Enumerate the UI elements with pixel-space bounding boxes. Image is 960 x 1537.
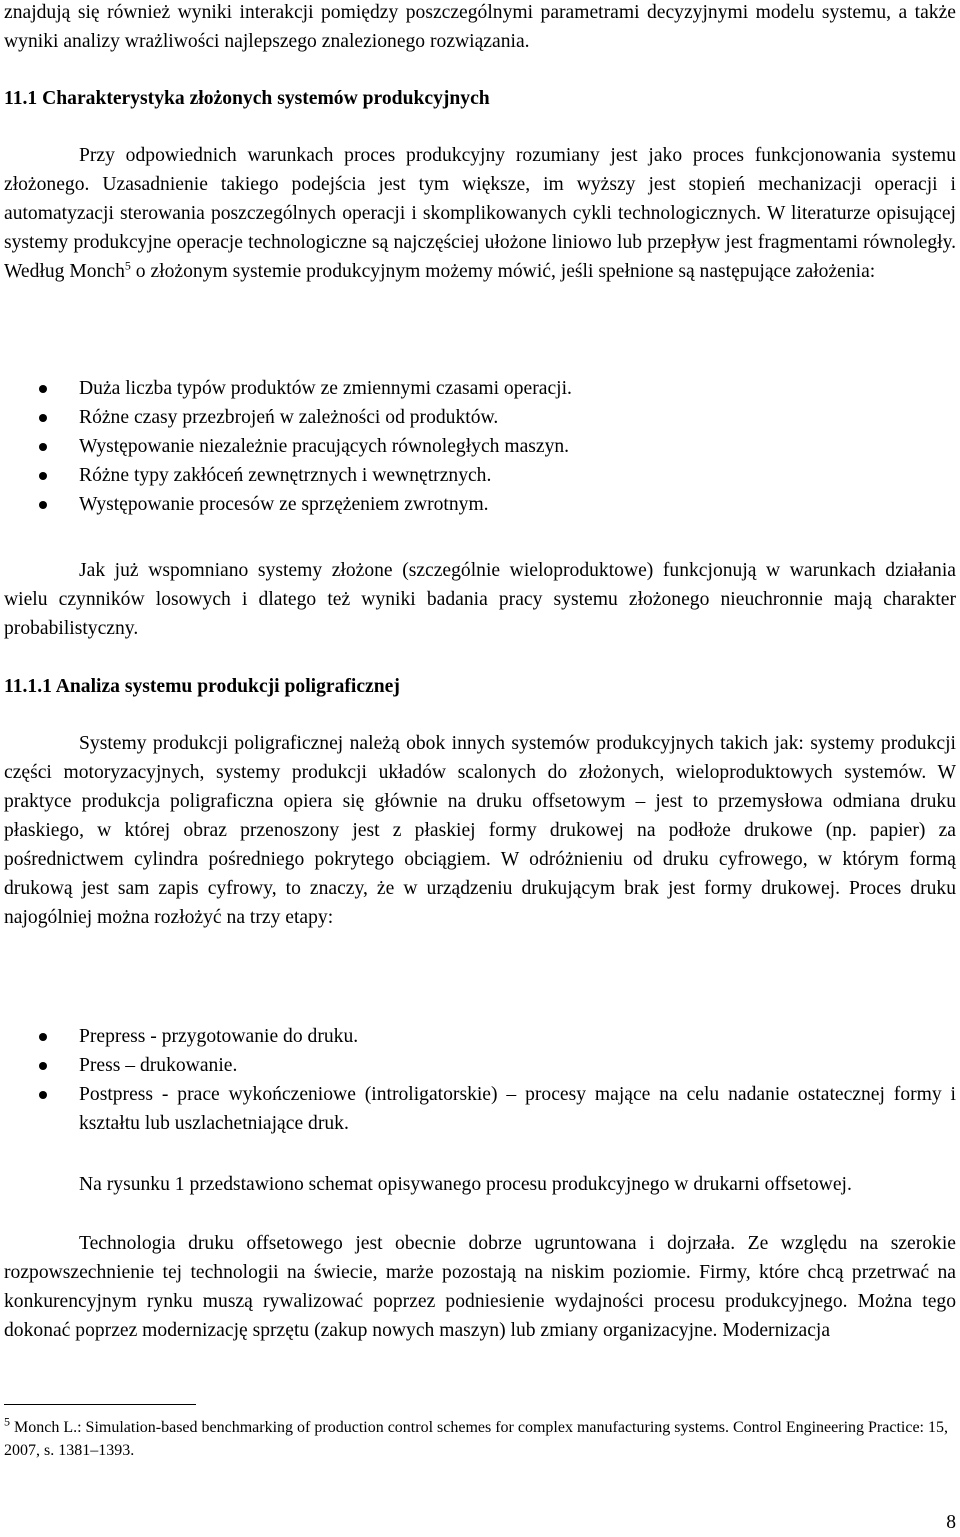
bullet-icon xyxy=(39,501,47,509)
bullet-icon xyxy=(39,414,47,422)
bullet-icon xyxy=(39,385,47,393)
section-11-1-paragraph-2: Jak już wspomniano systemy złożone (szczególnie wieloproduktowe) funkcjonują w warunkach działania wielu czynników losowych i dlatego też wyniki badania pracy systemu złożonego nieuchronnie mają charakter probabilistyczny. xyxy=(4,560,956,639)
footnote-ref-5: 5 xyxy=(124,258,131,273)
list-item xyxy=(4,1080,956,1138)
list-item xyxy=(4,403,956,432)
list-item xyxy=(4,490,956,519)
page-number: 8 xyxy=(946,1512,956,1533)
list-item-text: Występowanie procesów ze sprzężeniem zwrotnym. xyxy=(79,494,489,515)
para1-text-cont: o złożonym systemie produkcyjnym możemy mówić, jeśli spełnione są następujące założenia: xyxy=(130,261,876,282)
list-item xyxy=(4,374,956,403)
bullet-icon xyxy=(39,472,47,480)
list-item-text: Różne typy zakłóceń zewnętrznych i wewnętrznych. xyxy=(79,465,492,486)
intro-paragraph: znajdują się również wyniki interakcji pomiędzy poszczególnymi parametrami decyzyjnymi modelu systemu, a także wyniki analizy wrażliwości najlepszego znalezionego rozwiązania. xyxy=(4,2,956,52)
list-item xyxy=(4,1022,956,1051)
bullet-icon xyxy=(39,443,47,451)
list-item-text: Press – drukowanie. xyxy=(79,1055,238,1076)
section-heading-11-1-1: 11.1.1 Analiza systemu produkcji poligraficznej xyxy=(4,676,400,697)
footnote-marker: 5 xyxy=(4,1414,10,1429)
bullet-icon xyxy=(39,1033,47,1041)
para1-text: Przy odpowiednich warunkach proces produkcyjny rozumiany jest jako proces funkcjonowania systemu złożonego. Uzasadnienie takiego podejścia jest tym większe, im wyższy jest stopień mechanizacji operacji i automatyzacji sterowania poszczególnych operacji i skomplikowanych cykli technologicznych. W literaturze opisującej systemy produkcyjne operacje technologiczne są najczęściej ułożone liniowo lub przepływ jest fragmentami równoległy. Według Monch xyxy=(4,145,956,282)
section-heading-11-1: 11.1 Charakterystyka złożonych systemów produkcyjnych xyxy=(4,88,490,109)
list-item-text: Duża liczba typów produktów ze zmiennymi czasami operacji. xyxy=(79,378,572,399)
section-11-1-1-paragraph-3: Technologia druku offsetowego jest obecnie dobrze ugruntowana i dojrzała. Ze względu na szerokie rozpowszechnienie tej technologii na świecie, marże pozostają na niskim poziomie. Firmy, które chcą przetrwać na konkurencyjnym rynku muszą rywalizować poprzez podniesienie wydajności procesu produkcyjnego. Można tego dokonać poprzez modernizację sprzętu (zakup nowych maszyn) lub zmiany organizacyjne. Modernizacja xyxy=(4,1233,956,1341)
list-item-text: Różne czasy przezbrojeń w zależności od produktów. xyxy=(79,407,499,428)
list-item xyxy=(4,432,956,461)
bullet-icon xyxy=(39,1062,47,1070)
footnote-divider xyxy=(4,1404,196,1405)
footnote-text: Monch L.: Simulation-based benchmarking of production control schemes for complex manufacturing systems. Control Engineering Practice: 15, 2007, s. 1381–1393. xyxy=(4,1419,948,1459)
section-11-1-paragraph-1 xyxy=(4,141,956,286)
section-11-1-1-paragraph-1: Systemy produkcji poligraficznej należą obok innych systemów produkcyjnych takich jak: systemy produkcji części motoryzacyjnych, systemy produkcji układów scalonych do złożonych, wieloproduktowych systemów. W praktyce produkcja poligraficzna opiera się głównie na druku offsetowym – jest to przemysłowa odmiana druku płaskiego, w której obraz przenoszony jest z płaskiej formy drukowej na podłoże drukowe (np. papier) za pośrednictwem cylindra pośredniego pokrytego obciągiem. W odróżnieniu od druku cyfrowego, w którym formą drukową jest sam zapis cyfrowy, to znaczy, że w urządzeniu drukującym brak jest formy drukowej. Proces druku najogólniej można rozłożyć na trzy etapy: xyxy=(4,733,956,928)
list-item xyxy=(4,461,956,490)
list-item-text: Prepress - przygotowanie do druku. xyxy=(79,1026,359,1047)
assumptions-list xyxy=(4,374,956,519)
list-item-text: Występowanie niezależnie pracujących równoległych maszyn. xyxy=(79,436,570,457)
bullet-icon xyxy=(39,1091,47,1099)
list-item-text: Postpress - prace wykończeniowe (introligatorskie) – procesy mające na celu nadanie ostatecznej formy i kształtu lub uszlachetniające druk. xyxy=(79,1084,956,1134)
footnote xyxy=(4,1416,956,1462)
list-item xyxy=(4,1051,956,1080)
print-stages-list xyxy=(4,1022,956,1138)
section-11-1-1-paragraph-2: Na rysunku 1 przedstawiono schemat opisywanego procesu produkcyjnego w drukarni offsetowej. xyxy=(79,1174,852,1195)
